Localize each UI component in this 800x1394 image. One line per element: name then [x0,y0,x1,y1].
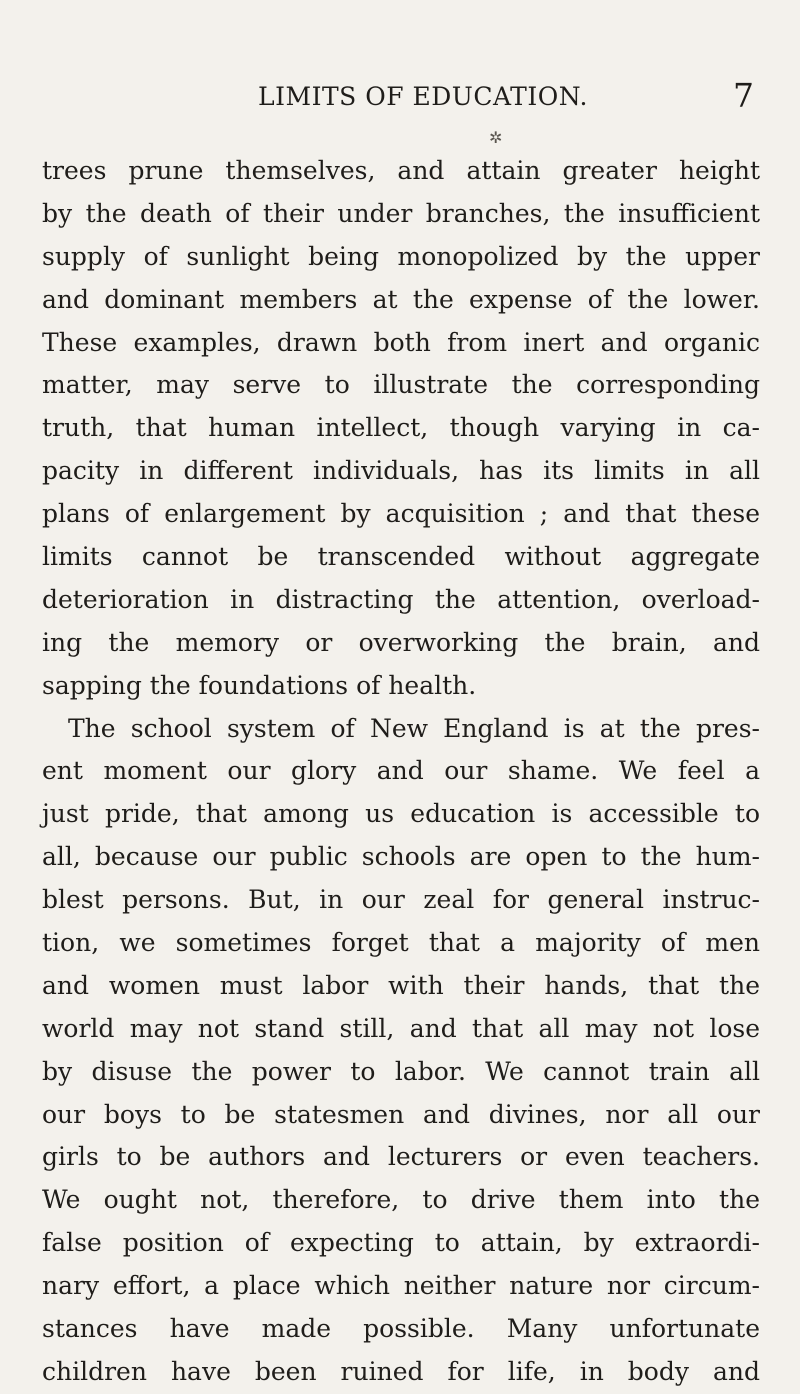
text-line: all, because our public schools are open to the hum- [42,842,760,872]
text-line: by disuse the power to labor. We cannot train all [42,1056,760,1086]
text-line: plans of enlargement by acquisition ; and that these [42,499,760,529]
text-line: just pride, that among us education is accessible to [42,799,760,829]
text-line: trees prune themselves, and attain greater height [42,156,760,185]
running-head [0,76,800,122]
ornament-mark: ✲ [489,128,503,147]
text-line: tion, we sometimes forget that a majority of men [42,928,760,958]
text-line: pacity in different individuals, has its limits in all [42,456,760,486]
text-line: and women must labor with their hands, that the [42,970,760,1000]
text-line: world may not stand still, and that all may not lose [42,1013,760,1043]
running-head-title: LIMITS OF EDUCATION. [258,82,588,111]
text-line: deterioration in distracting the attention, overload- [42,584,760,614]
page-number: 7 [733,76,754,115]
text-line: our boys to be statesmen and divines, nor all our [42,1099,760,1129]
text-line: We ought not, therefore, to drive them into the [42,1185,760,1215]
paragraph-start-line: The school system of New England is at the pres- [68,713,760,743]
body-text [42,150,760,1394]
text-line: and dominant members at the expense of the lower. [42,284,760,314]
text-line: nary effort, a place which neither nature nor circum- [42,1271,760,1301]
text-line: ing the memory or overworking the brain, and [42,627,760,657]
text-line: children have been ruined for life, in body and [42,1356,760,1386]
text-line: matter, may serve to illustrate the corresponding [42,370,760,400]
text-line: ent moment our glory and our shame. We feel a [42,756,760,786]
text-line: stances have made possible. Many unfortunate [42,1314,760,1344]
text-line: limits cannot be transcended without aggregate [42,542,760,572]
text-line: These examples, drawn both from inert and organic [42,327,760,357]
text-line: false position of expecting to attain, by extraordi- [42,1228,760,1258]
text-line: truth, that human intellect, though varying in ca- [42,413,760,443]
text-line: supply of sunlight being monopolized by the upper [42,241,760,271]
text-line: by the death of their under branches, the insufficient [42,198,760,228]
text-line: girls to be authors and lecturers or even teachers. [42,1142,760,1172]
paragraph-end-line: sapping the foundations of health. [42,670,477,700]
text-line: blest persons. But, in our zeal for general instruc- [42,885,760,915]
